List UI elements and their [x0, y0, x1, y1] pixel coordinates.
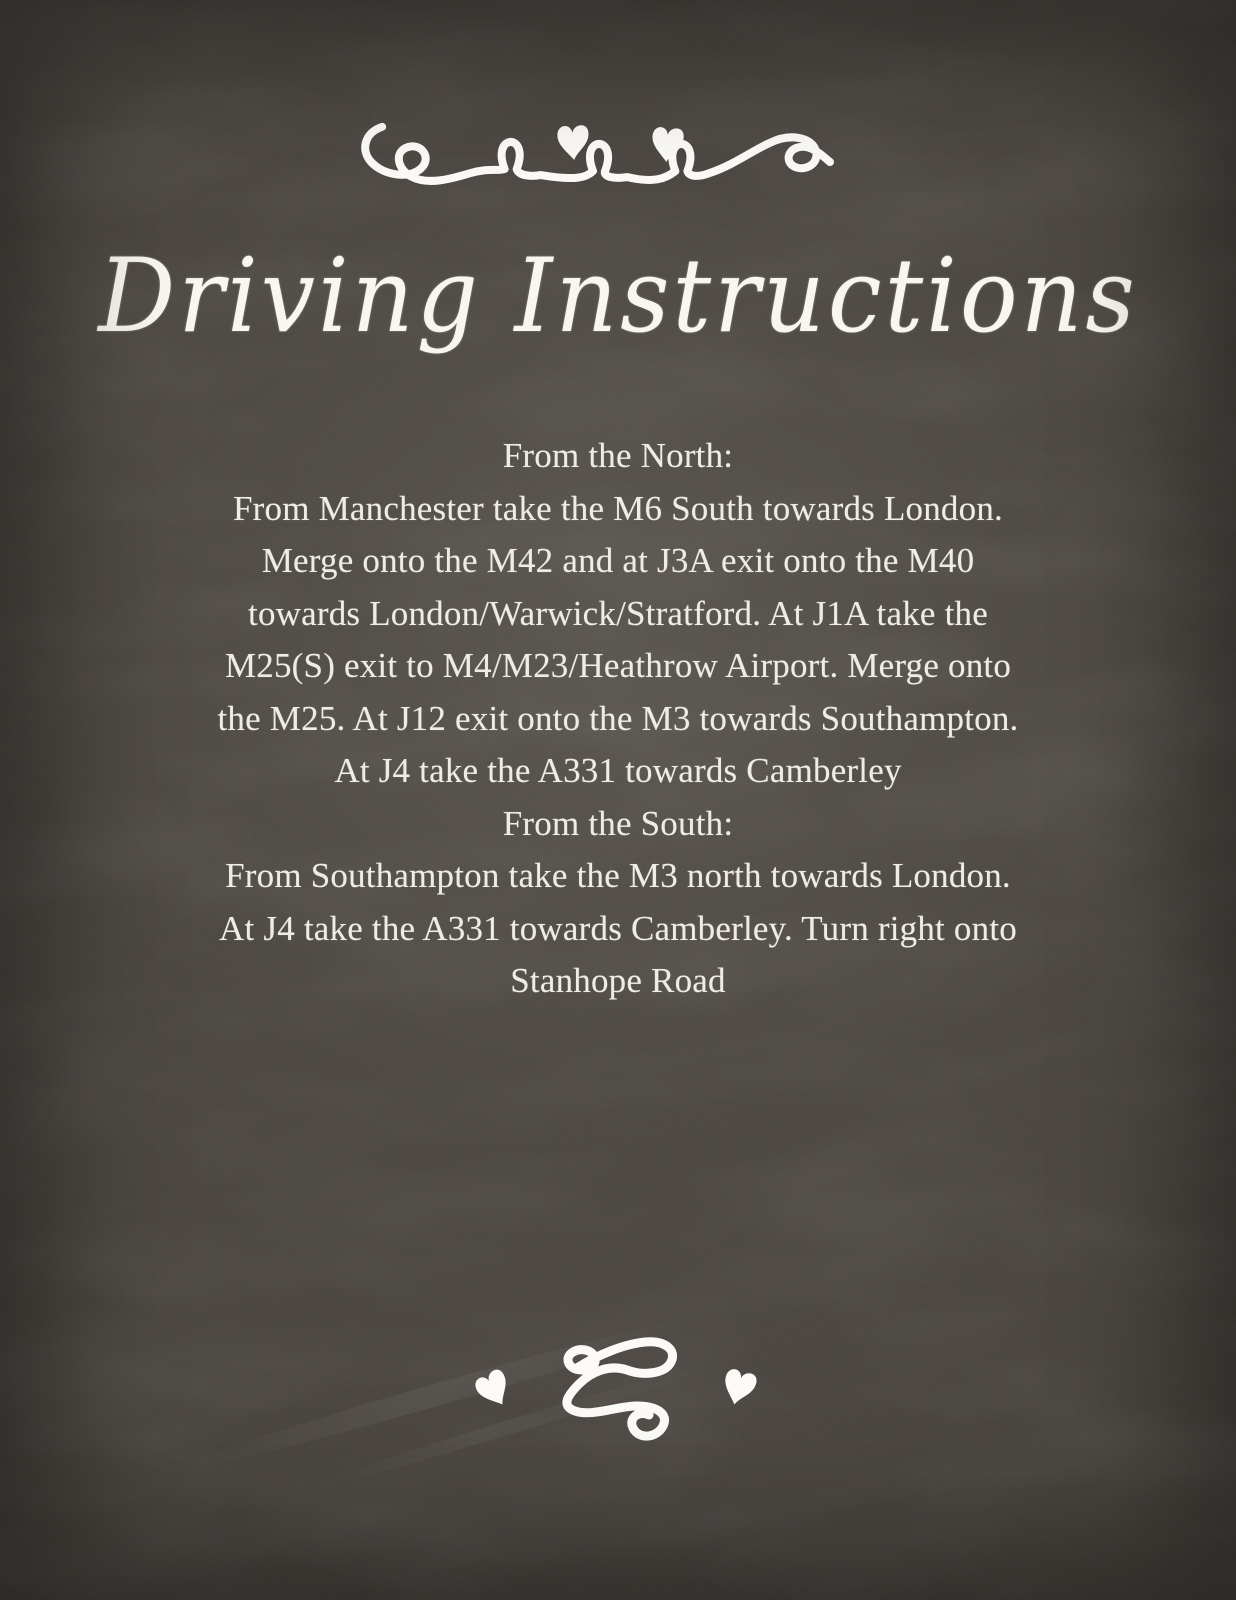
page-title: Driving Instructions — [98, 236, 1138, 356]
heart-icon — [720, 1367, 758, 1408]
body-line: From Southampton take the M3 north towards London. — [225, 856, 1011, 895]
body-line: Stanhope Road — [510, 961, 726, 1000]
body-line: the M25. At J12 exit onto the M3 towards Southampton. — [217, 698, 1019, 738]
body-line: From the North: — [502, 436, 734, 475]
body-line: Merge onto the M42 and at J3A exit onto the M40 — [261, 541, 975, 580]
heart-icon — [472, 1367, 516, 1412]
body-line: From the South: — [502, 803, 734, 843]
swirl-flourish-icon — [567, 1342, 673, 1436]
swirl-line — [365, 127, 830, 181]
body-line: M25(S) exit to M4/M23/Heathrow Airport. Merge onto — [224, 646, 1012, 685]
heart-icon — [557, 124, 591, 161]
bottom-flourish-icon — [455, 1312, 785, 1462]
body-line: towards London/Warwick/Stratford. At J1A take the — [248, 593, 988, 633]
body-line: From Manchester take the M6 South towards London. — [233, 488, 1003, 528]
top-divider-flourish-icon — [352, 106, 834, 208]
driving-instructions-text — [118, 430, 1118, 1008]
body-line: At J4 take the A331 towards Camberley. Turn right onto — [219, 908, 1017, 948]
heart-icon — [651, 127, 684, 163]
body-line: At J4 take the A331 towards Camberley — [334, 751, 902, 790]
